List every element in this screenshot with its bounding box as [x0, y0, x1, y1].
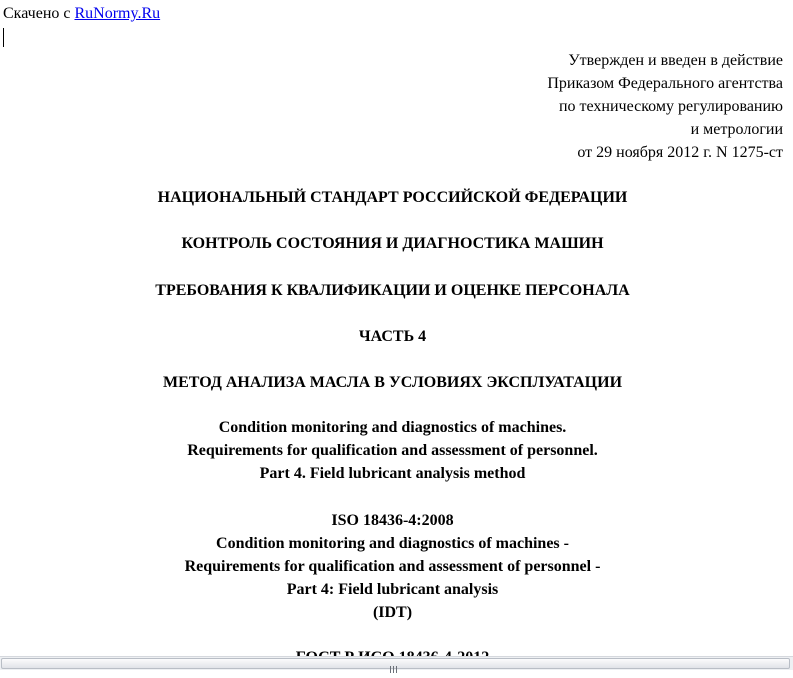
- iso-line: Requirements for qualification and assessment of personnel -: [184, 558, 601, 575]
- part-number: ЧАСТЬ 4: [358, 328, 427, 345]
- approval-line: от 29 ноября 2012 г. N 1275-ст: [577, 144, 783, 161]
- approval-line: и метрологии: [690, 121, 783, 138]
- approval-block: [547, 49, 783, 164]
- national-standard-heading: НАЦИОНАЛЬНЫЙ СТАНДАРТ РОССИЙСКОЙ ФЕДЕРАЦИИ: [157, 189, 628, 206]
- english-title-line: Condition monitoring and diagnostics of machines.: [218, 419, 567, 436]
- iso-reference-block: [0, 509, 785, 624]
- main-title: КОНТРОЛЬ СОСТОЯНИЯ И ДИАГНОСТИКА МАШИН: [181, 235, 604, 252]
- part-title: МЕТОД АНАЛИЗА МАСЛА В УСЛОВИЯХ ЭКСПЛУАТАЦИИ: [162, 374, 623, 391]
- subtitle: ТРЕБОВАНИЯ К КВАЛИФИКАЦИИ И ОЦЕНКЕ ПЕРСОНАЛА: [155, 282, 630, 299]
- english-title-line: Part 4. Field lubricant analysis method: [259, 465, 526, 482]
- approval-line: Утвержден и введен в действие: [568, 52, 783, 69]
- text-cursor: [3, 28, 4, 47]
- iso-line: Condition monitoring and diagnostics of machines -: [216, 535, 569, 552]
- english-title-line: Requirements for qualification and assessment of personnel.: [187, 442, 598, 459]
- english-title-block: [0, 416, 785, 485]
- horizontal-scrollbar[interactable]: [0, 656, 793, 670]
- iso-line: ISO 18436-4:2008: [331, 512, 454, 529]
- scrollbar-thumb[interactable]: [1, 658, 790, 669]
- iso-line: Part 4: Field lubricant analysis: [286, 581, 499, 598]
- iso-line: (IDT): [372, 604, 413, 621]
- approval-line: по техническому регулированию: [558, 98, 783, 115]
- grip-lines-icon: [390, 660, 401, 668]
- approval-line: Приказом Федерального агентства: [547, 75, 783, 92]
- runormy-link[interactable]: RuNormy.Ru: [74, 5, 161, 22]
- download-prefix: Скачено с: [3, 5, 75, 22]
- download-source-line: [3, 4, 160, 24]
